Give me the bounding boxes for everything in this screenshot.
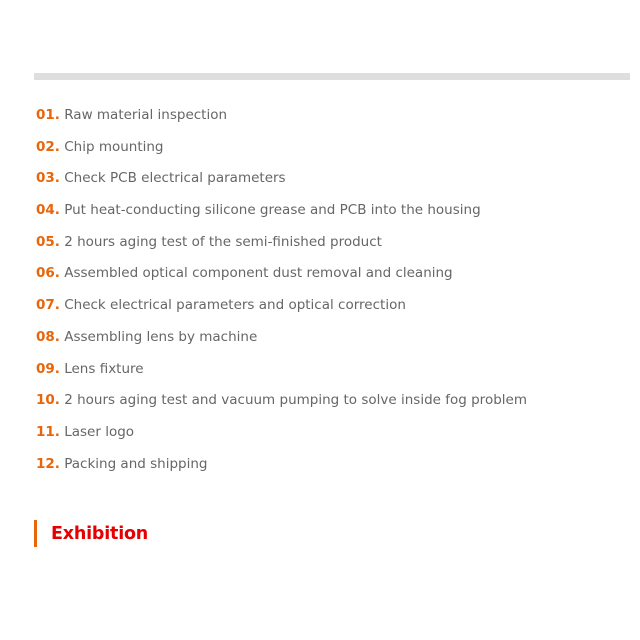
list-item xyxy=(36,359,527,391)
step-text: 2 hours aging test of the semi-finished product xyxy=(64,233,382,250)
step-text: Packing and shipping xyxy=(64,455,208,472)
list-item xyxy=(36,232,527,264)
list-item xyxy=(36,168,527,200)
list-item xyxy=(36,327,527,359)
step-number: 06. xyxy=(36,265,60,282)
list-item xyxy=(36,105,527,137)
step-text: Laser logo xyxy=(64,423,135,440)
step-number: 03. xyxy=(36,170,60,187)
step-number: 08. xyxy=(36,328,60,345)
heading-accent-bar xyxy=(34,520,37,547)
list-item xyxy=(36,263,527,295)
section-divider xyxy=(34,73,630,80)
process-steps-list xyxy=(36,105,527,485)
step-text: Check electrical parameters and optical correction xyxy=(64,297,406,314)
section-title: Exhibition xyxy=(51,523,149,544)
list-item xyxy=(36,137,527,169)
step-text: Raw material inspection xyxy=(64,107,228,123)
exhibition-heading xyxy=(34,520,148,547)
step-text: Put heat-conducting silicone grease and PCB into the housing xyxy=(64,202,481,219)
step-text: Check PCB electrical parameters xyxy=(64,170,286,187)
step-number: 10. xyxy=(36,392,60,409)
step-number: 05. xyxy=(36,233,60,250)
step-number: 01. xyxy=(36,107,60,123)
step-number: 07. xyxy=(36,297,60,314)
list-item xyxy=(36,200,527,232)
step-text: 2 hours aging test and vacuum pumping to solve inside fog problem xyxy=(64,392,527,409)
step-number: 09. xyxy=(36,360,60,377)
step-number: 12. xyxy=(36,455,60,472)
step-text: Assembled optical component dust removal and cleaning xyxy=(64,265,453,282)
list-item xyxy=(36,422,527,454)
step-number: 02. xyxy=(36,138,60,155)
list-item xyxy=(36,390,527,422)
list-item xyxy=(36,454,527,486)
step-number: 11. xyxy=(36,423,60,440)
step-number: 04. xyxy=(36,202,60,219)
step-text: Lens fixture xyxy=(64,360,144,377)
step-text: Assembling lens by machine xyxy=(64,328,258,345)
step-text: Chip mounting xyxy=(64,138,164,155)
list-item xyxy=(36,295,527,327)
